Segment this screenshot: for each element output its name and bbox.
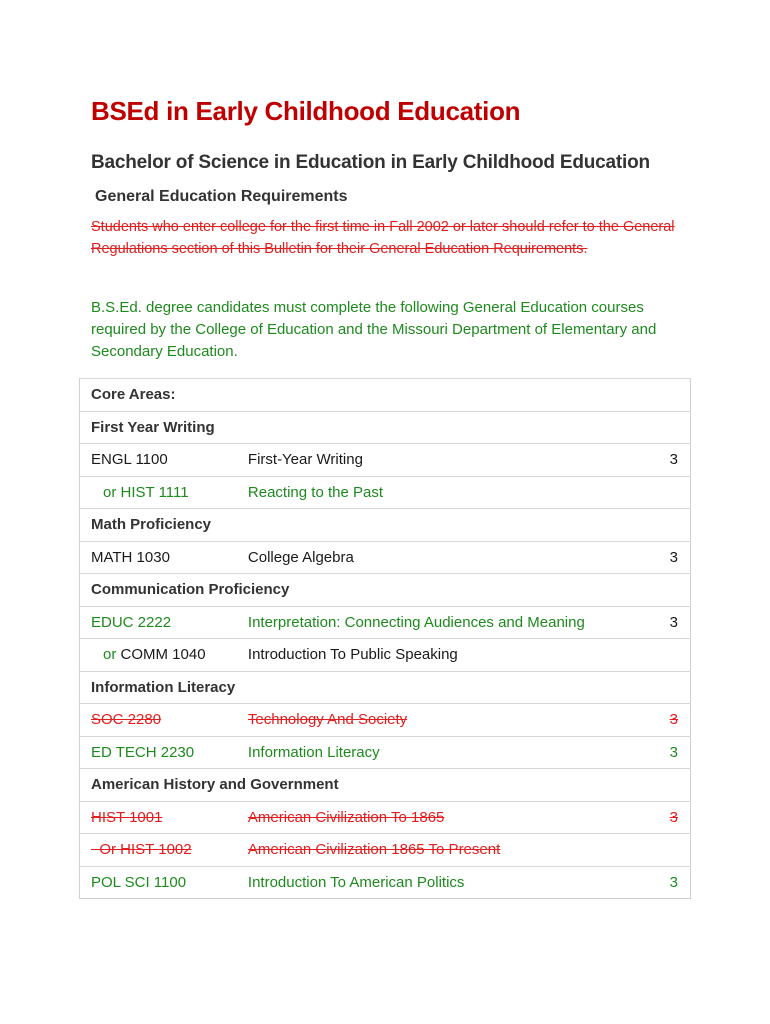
course-credits: 3	[659, 541, 691, 574]
course-code: HIST 1001	[80, 801, 237, 834]
page-title: BSEd in Early Childhood Education	[91, 96, 521, 126]
course-title: Introduction To Public Speaking	[237, 639, 659, 672]
table-row	[80, 411, 691, 444]
table-row	[80, 606, 691, 639]
category-heading: First Year Writing	[80, 411, 691, 444]
intro-paragraph: B.S.Ed. degree candidates must complete the following General Education courses required by the College of Education and the Missouri Department of Elementary and Secondary Education.	[91, 299, 657, 360]
course-code: EDUC 2222	[80, 606, 237, 639]
course-code: POL SCI 1100	[80, 866, 237, 899]
course-code	[80, 639, 237, 672]
table-row	[80, 379, 691, 412]
category-heading: Information Literacy	[80, 671, 691, 704]
course-title: Technology And Society	[237, 704, 659, 737]
table-row	[80, 704, 691, 737]
alt-course-code: COMM 1040	[120, 646, 206, 664]
category-heading: American History and Government	[80, 769, 691, 802]
section-heading: General Education Requirements	[95, 188, 348, 205]
table-row	[80, 476, 691, 509]
table-row	[80, 671, 691, 704]
course-credits	[659, 834, 691, 867]
course-credits	[659, 639, 691, 672]
table-row	[80, 866, 691, 899]
table-row	[80, 444, 691, 477]
course-code: SOC 2280	[80, 704, 237, 737]
course-credits: 3	[659, 801, 691, 834]
course-credits: 3	[659, 606, 691, 639]
course-credits: 3	[659, 704, 691, 737]
table-row	[80, 639, 691, 672]
course-code	[80, 476, 237, 509]
course-title: College Algebra	[237, 541, 659, 574]
course-title: Reacting to the Past	[237, 476, 659, 509]
table-row	[80, 541, 691, 574]
course-code: ED TECH 2230	[80, 736, 237, 769]
category-heading: Math Proficiency	[80, 509, 691, 542]
table-row	[80, 736, 691, 769]
course-credits: 3	[659, 444, 691, 477]
struck-notice: Students who enter college for the first time in Fall 2002 or later should refer to the General Regulations section of this Bulletin for their General Education Requirements.	[91, 219, 675, 257]
table-row	[80, 801, 691, 834]
course-title: Information Literacy	[237, 736, 659, 769]
course-title: American Civilization 1865 To Present	[237, 834, 659, 867]
core-areas-heading: Core Areas:	[80, 379, 691, 412]
course-credits	[659, 476, 691, 509]
course-title: American Civilization To 1865	[237, 801, 659, 834]
course-code: ENGL 1100	[80, 444, 237, 477]
course-code: Or HIST 1002	[80, 834, 237, 867]
course-title: Interpretation: Connecting Audiences and Meaning	[237, 606, 659, 639]
course-credits: 3	[659, 866, 691, 899]
table-row	[80, 769, 691, 802]
course-table	[79, 378, 691, 899]
table-row	[80, 509, 691, 542]
table-row	[80, 834, 691, 867]
or-connector: or	[103, 646, 117, 664]
course-title: First-Year Writing	[237, 444, 659, 477]
course-credits: 3	[659, 736, 691, 769]
category-heading: Communication Proficiency	[80, 574, 691, 607]
course-title: Introduction To American Politics	[237, 866, 659, 899]
course-code: MATH 1030	[80, 541, 237, 574]
degree-subtitle: Bachelor of Science in Education in Early Childhood Education	[91, 152, 650, 173]
alt-course-code: or HIST 1111	[103, 483, 189, 501]
table-row	[80, 574, 691, 607]
